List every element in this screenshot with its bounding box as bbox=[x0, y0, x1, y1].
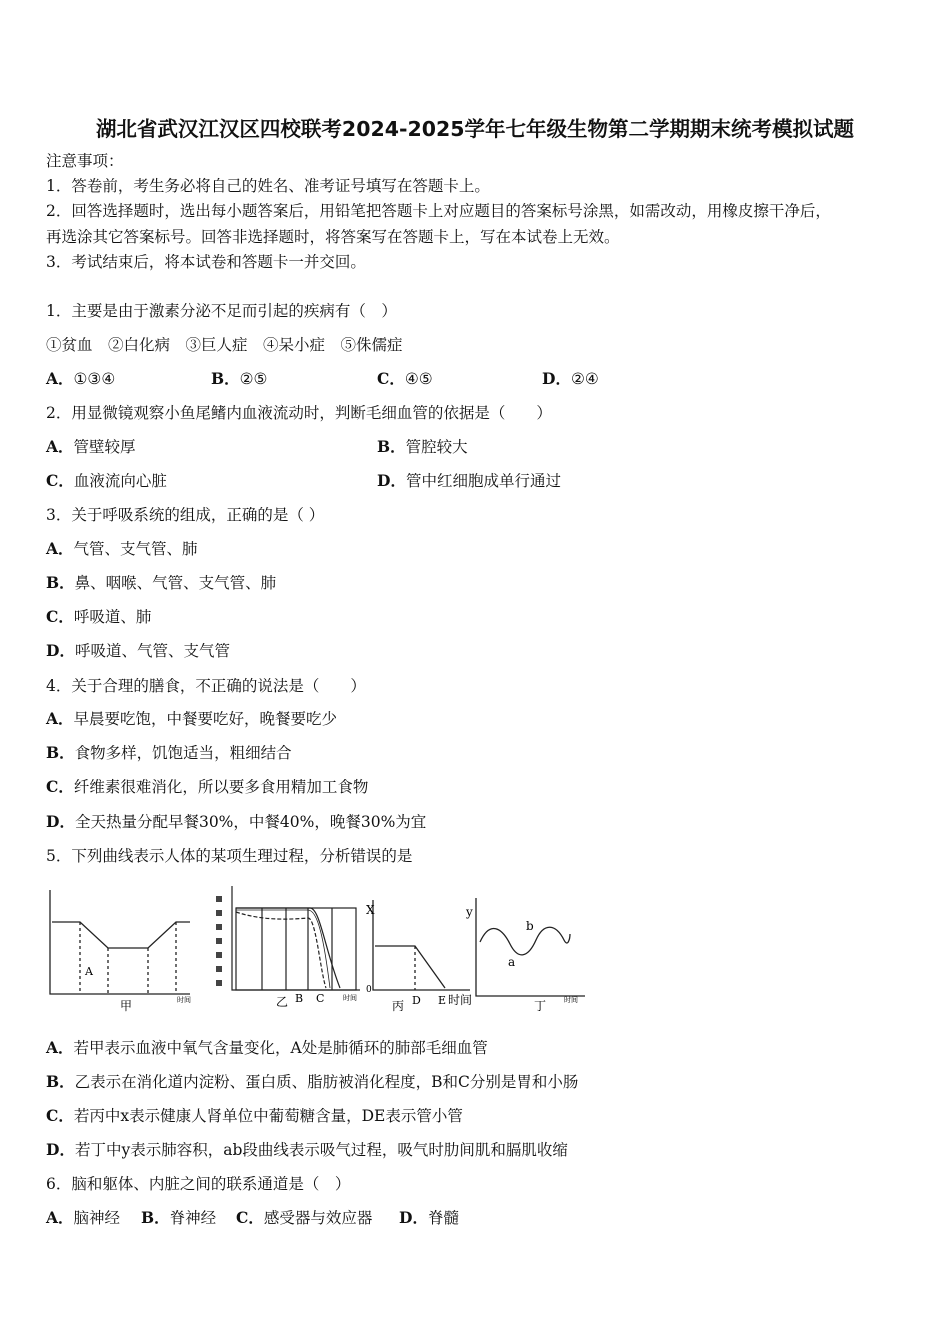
option-c[interactable]: C．④⑤ bbox=[377, 369, 433, 388]
graph-ding-y-label: y bbox=[466, 905, 473, 919]
notice-item: 再选涂其它答案标号。回答非选择题时，将答案写在答题卡上，写在本试卷上无效。 bbox=[46, 228, 620, 246]
option-c[interactable]: C．呼吸道、肺 bbox=[46, 607, 152, 626]
option-d[interactable]: D．②④ bbox=[542, 369, 599, 388]
option-a[interactable]: A．气管、支气管、肺 bbox=[46, 539, 198, 558]
physiology-curves-figure bbox=[40, 880, 600, 1020]
graph-bing-axis-label: 时间 bbox=[448, 993, 473, 1007]
option-a[interactable]: A．脑神经 bbox=[46, 1208, 121, 1227]
graph-ding-axis-label: 时间 bbox=[564, 996, 578, 1004]
graph-jia-caption: 甲 bbox=[120, 999, 133, 1013]
option-c[interactable]: C．血液流向心脏 bbox=[46, 471, 167, 490]
option-b[interactable]: B．管腔较大 bbox=[377, 437, 468, 456]
option-d[interactable]: D．若丁中y表示肺容积，ab段曲线表示吸气过程，吸气时肋间肌和膈肌收缩 bbox=[46, 1140, 568, 1159]
graph-bing-point-e: E bbox=[438, 994, 447, 1007]
page-title: 湖北省武汉江汉区四校联考2024-2025学年七年级生物第二学期期末统考模拟试题 bbox=[95, 117, 855, 141]
notice-item: 3．考试结束后，将本试卷和答题卡一并交回。 bbox=[46, 253, 366, 271]
option-c[interactable]: C．感受器与效应器 bbox=[236, 1208, 373, 1227]
option-a[interactable]: A．管壁较厚 bbox=[46, 437, 136, 456]
graph-bing bbox=[373, 900, 470, 990]
option-d[interactable]: D．呼吸道、气管、支气管 bbox=[46, 641, 230, 660]
graph-bing-caption: 丙 bbox=[392, 999, 405, 1013]
option-d[interactable]: D．脊髓 bbox=[399, 1208, 459, 1227]
graph-jia-point-a: A bbox=[85, 965, 93, 978]
question-stem: 1．主要是由于激素分泌不足而引起的疾病有（ ） bbox=[46, 302, 397, 320]
graph-yi bbox=[232, 886, 360, 990]
question-stem: 6．脑和躯体、内脏之间的联系通道是（ ） bbox=[46, 1175, 351, 1193]
option-b[interactable]: B．食物多样，饥饱适当，粗细结合 bbox=[46, 743, 292, 762]
graph-bing-y-label: X bbox=[366, 903, 375, 917]
question-stem: 2．用显微镜观察小鱼尾鳍内血液流动时，判断毛细血管的依据是（ ） bbox=[46, 404, 552, 422]
graph-ding bbox=[476, 898, 585, 996]
graph-ding-point-a: a bbox=[508, 955, 516, 969]
option-a[interactable]: A．早晨要吃饱，中餐要吃好，晚餐要吃少 bbox=[46, 709, 338, 728]
question-stem: 5．下列曲线表示人体的某项生理过程，分析错误的是 bbox=[46, 847, 413, 865]
option-d[interactable]: D．管中红细胞成单行通过 bbox=[377, 471, 561, 490]
option-a[interactable]: A．①③④ bbox=[46, 369, 116, 388]
notice-item: 1．答卷前，考生务必将自己的姓名、准考证号填写在答题卡上。 bbox=[46, 177, 490, 195]
graph-bing-origin: 0 bbox=[366, 985, 372, 995]
option-c[interactable]: C．纤维素很难消化，所以要多食用精加工食物 bbox=[46, 777, 369, 796]
graph-bing-point-d: D bbox=[412, 994, 421, 1007]
option-b[interactable]: B．鼻、咽喉、气管、支气管、肺 bbox=[46, 573, 277, 592]
question-sub: ①贫血 ②白化病 ③巨人症 ④呆小症 ⑤侏儒症 bbox=[46, 336, 403, 354]
graph-yi-caption: 乙 bbox=[276, 995, 289, 1009]
question-stem: 3．关于呼吸系统的组成，正确的是（ ） bbox=[46, 506, 325, 524]
option-b[interactable]: B．②⑤ bbox=[211, 369, 268, 388]
graph-ding-caption: 丁 bbox=[534, 999, 547, 1013]
notice-item: 2．回答选择题时，选出每小题答案后，用铅笔把答题卡上对应题目的答案标号涂黑，如需改动，用橡皮擦干净后， bbox=[46, 202, 831, 220]
graph-yi-y-label-marks bbox=[216, 896, 222, 986]
graph-jia-axis-label: 时间 bbox=[177, 996, 191, 1004]
question-stem: 4．关于合理的膳食，不正确的说法是（ ） bbox=[46, 677, 366, 695]
graph-yi-point-c: C bbox=[316, 992, 325, 1005]
notice-heading: 注意事项： bbox=[46, 152, 124, 170]
option-b[interactable]: B．乙表示在消化道内淀粉、蛋白质、脂肪被消化程度，B和C分别是胃和小肠 bbox=[46, 1072, 579, 1091]
graph-ding-point-b: b bbox=[526, 919, 534, 933]
option-d[interactable]: D．全天热量分配早餐30%，中餐40%，晚餐30%为宜 bbox=[46, 812, 427, 831]
option-c[interactable]: C．若丙中x表示健康人肾单位中葡萄糖含量，DE表示管小管 bbox=[46, 1106, 463, 1125]
graph-yi-axis-label: 时间 bbox=[343, 994, 357, 1002]
graph-jia bbox=[50, 890, 190, 994]
option-b[interactable]: B．脊神经 bbox=[141, 1208, 217, 1227]
option-a[interactable]: A．若甲表示血液中氧气含量变化，A处是肺循环的肺部毛细血管 bbox=[46, 1038, 488, 1057]
graph-yi-point-b: B bbox=[295, 992, 304, 1005]
